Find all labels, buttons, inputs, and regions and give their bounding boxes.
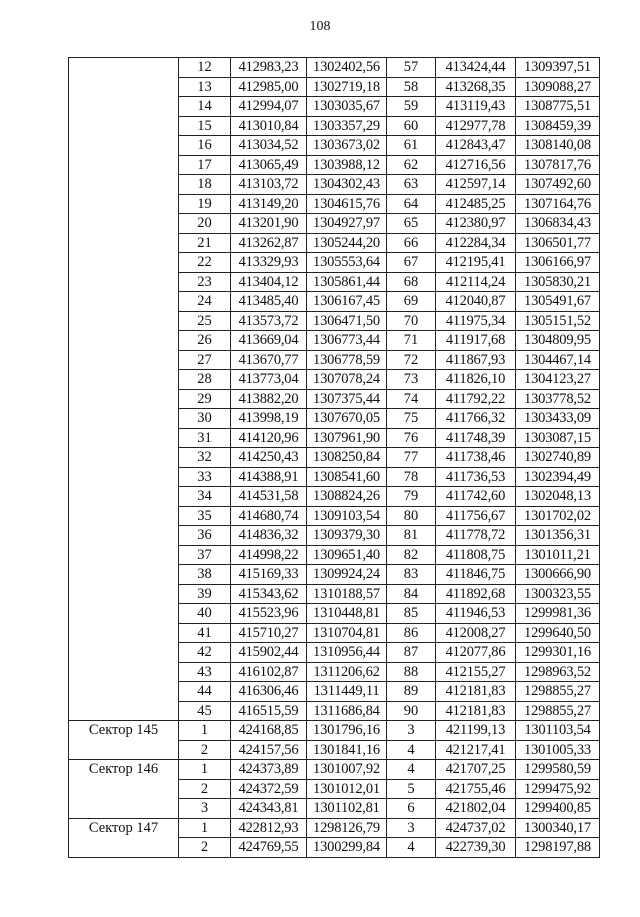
page-number: 108 xyxy=(309,19,331,34)
y-coordinate-right-cell: 1300340,17 xyxy=(516,818,600,838)
point-number-left-cell: 33 xyxy=(179,467,231,487)
y-coordinate-left-cell: 1304927,97 xyxy=(307,214,387,234)
x-coordinate-left-cell: 413773,04 xyxy=(231,370,307,390)
x-coordinate-right-cell: 411742,60 xyxy=(436,487,516,507)
y-coordinate-right-cell: 1306501,77 xyxy=(516,233,600,253)
y-coordinate-left-cell: 1307078,24 xyxy=(307,370,387,390)
y-coordinate-left-cell: 1301796,16 xyxy=(307,721,387,741)
point-number-right-cell: 61 xyxy=(387,136,436,156)
point-number-right-cell: 78 xyxy=(387,467,436,487)
y-coordinate-right-cell: 1299475,92 xyxy=(516,779,600,799)
x-coordinate-right-cell: 413424,44 xyxy=(436,58,516,78)
y-coordinate-right-cell: 1301011,21 xyxy=(516,545,600,565)
point-number-left-cell: 42 xyxy=(179,643,231,663)
x-coordinate-right-cell: 412040,87 xyxy=(436,292,516,312)
y-coordinate-left-cell: 1302402,56 xyxy=(307,58,387,78)
point-number-left-cell: 30 xyxy=(179,409,231,429)
x-coordinate-left-cell: 414998,22 xyxy=(231,545,307,565)
y-coordinate-right-cell: 1309088,27 xyxy=(516,77,600,97)
y-coordinate-right-cell: 1298855,27 xyxy=(516,701,600,721)
x-coordinate-left-cell: 412983,23 xyxy=(231,58,307,78)
point-number-left-cell: 28 xyxy=(179,370,231,390)
y-coordinate-right-cell: 1307492,60 xyxy=(516,175,600,195)
point-number-right-cell: 87 xyxy=(387,643,436,663)
x-coordinate-right-cell: 411808,75 xyxy=(436,545,516,565)
point-number-right-cell: 60 xyxy=(387,116,436,136)
x-coordinate-right-cell: 412077,86 xyxy=(436,643,516,663)
x-coordinate-left-cell: 413670,77 xyxy=(231,350,307,370)
y-coordinate-right-cell: 1307817,76 xyxy=(516,155,600,175)
y-coordinate-right-cell: 1302394,49 xyxy=(516,467,600,487)
y-coordinate-right-cell: 1308140,08 xyxy=(516,136,600,156)
point-number-left-cell: 27 xyxy=(179,350,231,370)
point-number-right-cell: 85 xyxy=(387,604,436,624)
table-row xyxy=(69,58,600,78)
point-number-left-cell: 17 xyxy=(179,155,231,175)
point-number-right-cell: 84 xyxy=(387,584,436,604)
x-coordinate-left-cell: 413149,20 xyxy=(231,194,307,214)
y-coordinate-left-cell: 1308824,26 xyxy=(307,487,387,507)
x-coordinate-left-cell: 422812,93 xyxy=(231,818,307,838)
point-number-right-cell: 67 xyxy=(387,253,436,273)
y-coordinate-left-cell: 1301841,16 xyxy=(307,740,387,760)
y-coordinate-right-cell: 1299301,16 xyxy=(516,643,600,663)
point-number-right-cell: 4 xyxy=(387,740,436,760)
point-number-left-cell: 34 xyxy=(179,487,231,507)
point-number-left-cell: 12 xyxy=(179,58,231,78)
sector-name-cell xyxy=(69,58,179,721)
x-coordinate-left-cell: 412994,07 xyxy=(231,97,307,117)
point-number-left-cell: 32 xyxy=(179,448,231,468)
x-coordinate-left-cell: 424373,89 xyxy=(231,760,307,780)
x-coordinate-right-cell: 413119,43 xyxy=(436,97,516,117)
y-coordinate-left-cell: 1308250,84 xyxy=(307,448,387,468)
table-row xyxy=(69,760,600,780)
sector-name-cell: Сектор 145 xyxy=(69,721,179,760)
x-coordinate-right-cell: 412195,41 xyxy=(436,253,516,273)
y-coordinate-right-cell: 1299981,36 xyxy=(516,604,600,624)
y-coordinate-left-cell: 1298126,79 xyxy=(307,818,387,838)
y-coordinate-left-cell: 1306471,50 xyxy=(307,311,387,331)
x-coordinate-right-cell: 411738,46 xyxy=(436,448,516,468)
point-number-left-cell: 2 xyxy=(179,740,231,760)
x-coordinate-left-cell: 413201,90 xyxy=(231,214,307,234)
x-coordinate-right-cell: 412284,34 xyxy=(436,233,516,253)
y-coordinate-right-cell: 1306166,97 xyxy=(516,253,600,273)
y-coordinate-left-cell: 1304302,43 xyxy=(307,175,387,195)
y-coordinate-right-cell: 1300666,90 xyxy=(516,565,600,585)
sector-name-cell: Сектор 147 xyxy=(69,818,179,857)
point-number-left-cell: 45 xyxy=(179,701,231,721)
x-coordinate-right-cell: 412843,47 xyxy=(436,136,516,156)
x-coordinate-left-cell: 415343,62 xyxy=(231,584,307,604)
y-coordinate-right-cell: 1308775,51 xyxy=(516,97,600,117)
y-coordinate-right-cell: 1301702,02 xyxy=(516,506,600,526)
x-coordinate-right-cell: 413268,35 xyxy=(436,77,516,97)
x-coordinate-right-cell: 412485,25 xyxy=(436,194,516,214)
point-number-left-cell: 15 xyxy=(179,116,231,136)
x-coordinate-left-cell: 413329,93 xyxy=(231,253,307,273)
x-coordinate-right-cell: 412181,83 xyxy=(436,682,516,702)
x-coordinate-right-cell: 421707,25 xyxy=(436,760,516,780)
x-coordinate-left-cell: 413998,19 xyxy=(231,409,307,429)
y-coordinate-left-cell: 1302719,18 xyxy=(307,77,387,97)
point-number-left-cell: 26 xyxy=(179,331,231,351)
x-coordinate-left-cell: 413404,12 xyxy=(231,272,307,292)
y-coordinate-left-cell: 1311449,11 xyxy=(307,682,387,702)
y-coordinate-left-cell: 1301012,01 xyxy=(307,779,387,799)
y-coordinate-left-cell: 1301102,81 xyxy=(307,799,387,819)
y-coordinate-right-cell: 1303087,15 xyxy=(516,428,600,448)
point-number-right-cell: 74 xyxy=(387,389,436,409)
x-coordinate-right-cell: 411792,22 xyxy=(436,389,516,409)
x-coordinate-left-cell: 413669,04 xyxy=(231,331,307,351)
x-coordinate-left-cell: 416306,46 xyxy=(231,682,307,702)
x-coordinate-right-cell: 424737,02 xyxy=(436,818,516,838)
point-number-left-cell: 35 xyxy=(179,506,231,526)
y-coordinate-right-cell: 1300323,55 xyxy=(516,584,600,604)
y-coordinate-left-cell: 1310704,81 xyxy=(307,623,387,643)
x-coordinate-right-cell: 412181,83 xyxy=(436,701,516,721)
y-coordinate-right-cell: 1302048,13 xyxy=(516,487,600,507)
y-coordinate-left-cell: 1310448,81 xyxy=(307,604,387,624)
x-coordinate-left-cell: 415710,27 xyxy=(231,623,307,643)
y-coordinate-right-cell: 1307164,76 xyxy=(516,194,600,214)
y-coordinate-left-cell: 1309379,30 xyxy=(307,526,387,546)
x-coordinate-right-cell: 411766,32 xyxy=(436,409,516,429)
y-coordinate-left-cell: 1303035,67 xyxy=(307,97,387,117)
point-number-right-cell: 69 xyxy=(387,292,436,312)
y-coordinate-right-cell: 1301005,33 xyxy=(516,740,600,760)
y-coordinate-right-cell: 1305830,21 xyxy=(516,272,600,292)
x-coordinate-left-cell: 414836,32 xyxy=(231,526,307,546)
point-number-right-cell: 83 xyxy=(387,565,436,585)
x-coordinate-right-cell: 421199,13 xyxy=(436,721,516,741)
y-coordinate-right-cell: 1305151,52 xyxy=(516,311,600,331)
point-number-right-cell: 76 xyxy=(387,428,436,448)
point-number-left-cell: 29 xyxy=(179,389,231,409)
y-coordinate-right-cell: 1303778,52 xyxy=(516,389,600,409)
point-number-left-cell: 20 xyxy=(179,214,231,234)
y-coordinate-left-cell: 1304615,76 xyxy=(307,194,387,214)
x-coordinate-left-cell: 412985,00 xyxy=(231,77,307,97)
point-number-left-cell: 3 xyxy=(179,799,231,819)
point-number-right-cell: 65 xyxy=(387,214,436,234)
point-number-right-cell: 86 xyxy=(387,623,436,643)
y-coordinate-right-cell: 1301103,54 xyxy=(516,721,600,741)
point-number-right-cell: 62 xyxy=(387,155,436,175)
point-number-right-cell: 71 xyxy=(387,331,436,351)
y-coordinate-right-cell: 1298963,52 xyxy=(516,662,600,682)
x-coordinate-left-cell: 415169,33 xyxy=(231,565,307,585)
y-coordinate-right-cell: 1299640,50 xyxy=(516,623,600,643)
y-coordinate-right-cell: 1302740,89 xyxy=(516,448,600,468)
y-coordinate-left-cell: 1307961,90 xyxy=(307,428,387,448)
coordinates-table xyxy=(68,57,600,858)
y-coordinate-left-cell: 1306778,59 xyxy=(307,350,387,370)
y-coordinate-right-cell: 1298855,27 xyxy=(516,682,600,702)
x-coordinate-right-cell: 412114,24 xyxy=(436,272,516,292)
x-coordinate-right-cell: 412155,27 xyxy=(436,662,516,682)
x-coordinate-right-cell: 411867,93 xyxy=(436,350,516,370)
x-coordinate-left-cell: 413034,52 xyxy=(231,136,307,156)
point-number-left-cell: 41 xyxy=(179,623,231,643)
point-number-right-cell: 90 xyxy=(387,701,436,721)
y-coordinate-left-cell: 1306167,45 xyxy=(307,292,387,312)
x-coordinate-left-cell: 415523,96 xyxy=(231,604,307,624)
y-coordinate-right-cell: 1299400,85 xyxy=(516,799,600,819)
x-coordinate-right-cell: 411917,68 xyxy=(436,331,516,351)
x-coordinate-right-cell: 412008,27 xyxy=(436,623,516,643)
y-coordinate-left-cell: 1308541,60 xyxy=(307,467,387,487)
y-coordinate-right-cell: 1308459,39 xyxy=(516,116,600,136)
point-number-left-cell: 21 xyxy=(179,233,231,253)
point-number-right-cell: 57 xyxy=(387,58,436,78)
y-coordinate-right-cell: 1301356,31 xyxy=(516,526,600,546)
x-coordinate-left-cell: 416515,59 xyxy=(231,701,307,721)
x-coordinate-right-cell: 412716,56 xyxy=(436,155,516,175)
x-coordinate-right-cell: 422739,30 xyxy=(436,838,516,858)
point-number-left-cell: 36 xyxy=(179,526,231,546)
x-coordinate-right-cell: 411778,72 xyxy=(436,526,516,546)
y-coordinate-left-cell: 1307375,44 xyxy=(307,389,387,409)
x-coordinate-right-cell: 411736,53 xyxy=(436,467,516,487)
point-number-right-cell: 5 xyxy=(387,779,436,799)
x-coordinate-right-cell: 411975,34 xyxy=(436,311,516,331)
y-coordinate-left-cell: 1310956,44 xyxy=(307,643,387,663)
y-coordinate-right-cell: 1303433,09 xyxy=(516,409,600,429)
x-coordinate-right-cell: 411892,68 xyxy=(436,584,516,604)
point-number-left-cell: 1 xyxy=(179,818,231,838)
x-coordinate-left-cell: 413103,72 xyxy=(231,175,307,195)
point-number-left-cell: 13 xyxy=(179,77,231,97)
x-coordinate-right-cell: 412977,78 xyxy=(436,116,516,136)
point-number-left-cell: 14 xyxy=(179,97,231,117)
x-coordinate-right-cell: 411756,67 xyxy=(436,506,516,526)
y-coordinate-left-cell: 1306773,44 xyxy=(307,331,387,351)
x-coordinate-right-cell: 412380,97 xyxy=(436,214,516,234)
x-coordinate-right-cell: 421802,04 xyxy=(436,799,516,819)
point-number-left-cell: 22 xyxy=(179,253,231,273)
y-coordinate-right-cell: 1304467,14 xyxy=(516,350,600,370)
point-number-right-cell: 79 xyxy=(387,487,436,507)
point-number-right-cell: 88 xyxy=(387,662,436,682)
y-coordinate-left-cell: 1303357,29 xyxy=(307,116,387,136)
y-coordinate-left-cell: 1303673,02 xyxy=(307,136,387,156)
x-coordinate-left-cell: 413485,40 xyxy=(231,292,307,312)
point-number-left-cell: 16 xyxy=(179,136,231,156)
point-number-right-cell: 64 xyxy=(387,194,436,214)
point-number-right-cell: 59 xyxy=(387,97,436,117)
point-number-right-cell: 4 xyxy=(387,760,436,780)
x-coordinate-left-cell: 414531,58 xyxy=(231,487,307,507)
y-coordinate-left-cell: 1311206,62 xyxy=(307,662,387,682)
x-coordinate-right-cell: 421217,41 xyxy=(436,740,516,760)
y-coordinate-right-cell: 1306834,43 xyxy=(516,214,600,234)
x-coordinate-right-cell: 411748,39 xyxy=(436,428,516,448)
x-coordinate-right-cell: 411846,75 xyxy=(436,565,516,585)
point-number-right-cell: 89 xyxy=(387,682,436,702)
y-coordinate-left-cell: 1310188,57 xyxy=(307,584,387,604)
point-number-right-cell: 68 xyxy=(387,272,436,292)
x-coordinate-left-cell: 413010,84 xyxy=(231,116,307,136)
point-number-left-cell: 44 xyxy=(179,682,231,702)
point-number-left-cell: 2 xyxy=(179,838,231,858)
y-coordinate-left-cell: 1311686,84 xyxy=(307,701,387,721)
x-coordinate-left-cell: 414120,96 xyxy=(231,428,307,448)
x-coordinate-left-cell: 415902,44 xyxy=(231,643,307,663)
x-coordinate-right-cell: 411946,53 xyxy=(436,604,516,624)
y-coordinate-left-cell: 1301007,92 xyxy=(307,760,387,780)
x-coordinate-left-cell: 424343,81 xyxy=(231,799,307,819)
y-coordinate-right-cell: 1298197,88 xyxy=(516,838,600,858)
x-coordinate-left-cell: 414250,43 xyxy=(231,448,307,468)
point-number-left-cell: 25 xyxy=(179,311,231,331)
point-number-right-cell: 4 xyxy=(387,838,436,858)
point-number-left-cell: 38 xyxy=(179,565,231,585)
point-number-left-cell: 2 xyxy=(179,779,231,799)
y-coordinate-right-cell: 1304809,95 xyxy=(516,331,600,351)
x-coordinate-left-cell: 413882,20 xyxy=(231,389,307,409)
y-coordinate-left-cell: 1305244,20 xyxy=(307,233,387,253)
y-coordinate-left-cell: 1309103,54 xyxy=(307,506,387,526)
point-number-right-cell: 82 xyxy=(387,545,436,565)
y-coordinate-left-cell: 1309924,24 xyxy=(307,565,387,585)
x-coordinate-right-cell: 412597,14 xyxy=(436,175,516,195)
point-number-left-cell: 37 xyxy=(179,545,231,565)
y-coordinate-left-cell: 1307670,05 xyxy=(307,409,387,429)
point-number-left-cell: 24 xyxy=(179,292,231,312)
table-row xyxy=(69,818,600,838)
y-coordinate-left-cell: 1305553,64 xyxy=(307,253,387,273)
point-number-right-cell: 66 xyxy=(387,233,436,253)
point-number-right-cell: 73 xyxy=(387,370,436,390)
point-number-left-cell: 23 xyxy=(179,272,231,292)
y-coordinate-right-cell: 1299580,59 xyxy=(516,760,600,780)
point-number-left-cell: 1 xyxy=(179,721,231,741)
point-number-left-cell: 18 xyxy=(179,175,231,195)
y-coordinate-right-cell: 1309397,51 xyxy=(516,58,600,78)
x-coordinate-left-cell: 413065,49 xyxy=(231,155,307,175)
point-number-left-cell: 39 xyxy=(179,584,231,604)
x-coordinate-left-cell: 413262,87 xyxy=(231,233,307,253)
point-number-right-cell: 63 xyxy=(387,175,436,195)
x-coordinate-left-cell: 424372,59 xyxy=(231,779,307,799)
x-coordinate-left-cell: 424157,56 xyxy=(231,740,307,760)
point-number-left-cell: 43 xyxy=(179,662,231,682)
y-coordinate-right-cell: 1305491,67 xyxy=(516,292,600,312)
point-number-left-cell: 1 xyxy=(179,760,231,780)
point-number-left-cell: 19 xyxy=(179,194,231,214)
x-coordinate-left-cell: 414680,74 xyxy=(231,506,307,526)
table-row xyxy=(69,721,600,741)
point-number-right-cell: 75 xyxy=(387,409,436,429)
point-number-right-cell: 81 xyxy=(387,526,436,546)
sector-name-cell: Сектор 146 xyxy=(69,760,179,819)
x-coordinate-left-cell: 424769,55 xyxy=(231,838,307,858)
point-number-right-cell: 72 xyxy=(387,350,436,370)
y-coordinate-right-cell: 1304123,27 xyxy=(516,370,600,390)
table-body xyxy=(69,58,600,858)
point-number-right-cell: 3 xyxy=(387,818,436,838)
x-coordinate-left-cell: 424168,85 xyxy=(231,721,307,741)
y-coordinate-left-cell: 1303988,12 xyxy=(307,155,387,175)
point-number-right-cell: 58 xyxy=(387,77,436,97)
point-number-right-cell: 77 xyxy=(387,448,436,468)
x-coordinate-left-cell: 413573,72 xyxy=(231,311,307,331)
point-number-right-cell: 6 xyxy=(387,799,436,819)
x-coordinate-right-cell: 421755,46 xyxy=(436,779,516,799)
point-number-right-cell: 70 xyxy=(387,311,436,331)
y-coordinate-left-cell: 1300299,84 xyxy=(307,838,387,858)
point-number-left-cell: 40 xyxy=(179,604,231,624)
point-number-right-cell: 80 xyxy=(387,506,436,526)
x-coordinate-left-cell: 414388,91 xyxy=(231,467,307,487)
x-coordinate-right-cell: 411826,10 xyxy=(436,370,516,390)
point-number-left-cell: 31 xyxy=(179,428,231,448)
y-coordinate-left-cell: 1305861,44 xyxy=(307,272,387,292)
x-coordinate-left-cell: 416102,87 xyxy=(231,662,307,682)
point-number-right-cell: 3 xyxy=(387,721,436,741)
y-coordinate-left-cell: 1309651,40 xyxy=(307,545,387,565)
